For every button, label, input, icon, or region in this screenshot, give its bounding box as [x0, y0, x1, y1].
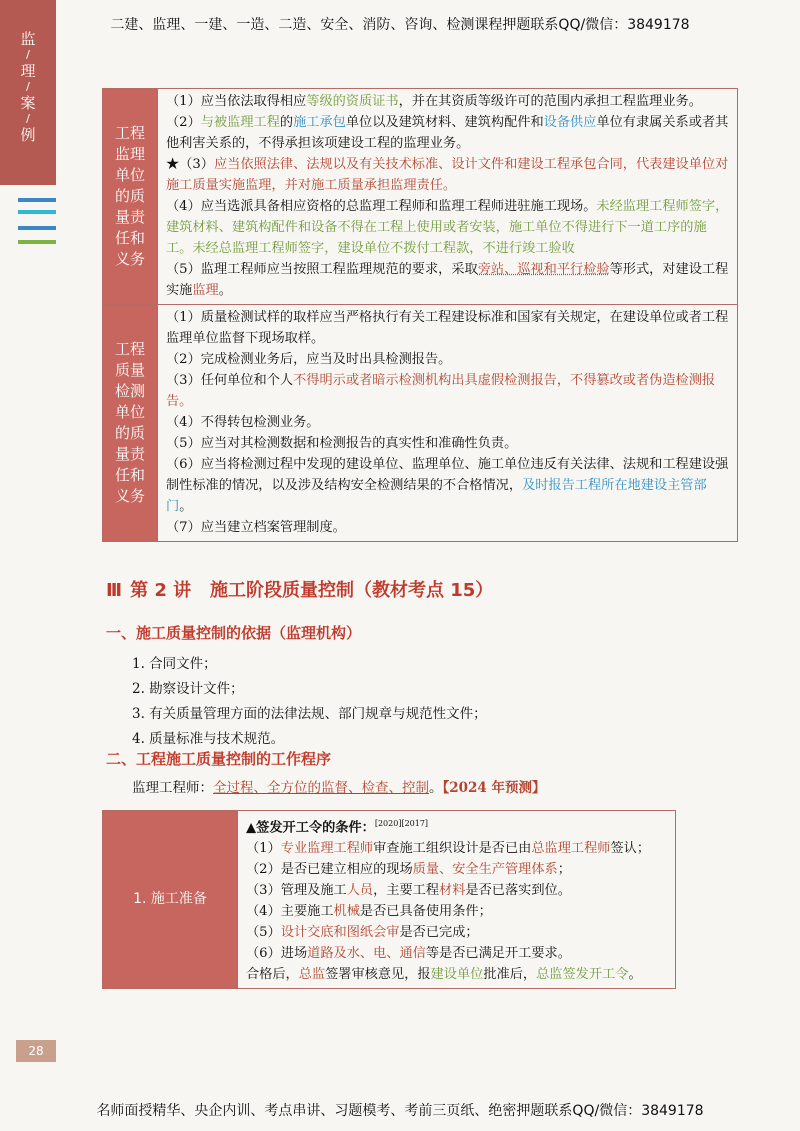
- subheading-procedure: 二、工程施工质量控制的工作程序: [106, 750, 332, 768]
- row-label-testing: [103, 305, 158, 542]
- side-tab-char: 监: [20, 30, 36, 48]
- side-tab-char: 理: [20, 62, 36, 80]
- list-item: 3. 有关质量管理方面的法律法规、部门规章与规范性文件；: [132, 706, 487, 722]
- subheading-basis: 一、施工质量控制的依据（监理机构）: [106, 624, 362, 642]
- label-line: 任和: [114, 229, 145, 247]
- side-tab: [0, 0, 56, 185]
- list-item: 合格后，总监签署审核意见，报建设单位批准后，总监签发开工令。: [246, 967, 642, 983]
- list-item: （2）是否已建立相应的现场质量、安全生产管理体系；: [246, 862, 571, 878]
- lecture-number: 第 2 讲: [130, 580, 192, 601]
- conditions-title: ▲签发开工令的条件：[2020][2017]: [246, 819, 429, 836]
- label-line: 工程: [114, 340, 145, 358]
- list-item: （7）应当建立档案管理制度。: [166, 520, 346, 535]
- section-heading: [106, 576, 493, 602]
- list-item: （5）监理工程师应当按照工程监理规范的要求，采取旁站、巡视和平行检验等形式，对建设工程实施监理。: [166, 262, 729, 298]
- table-row: [103, 811, 676, 989]
- list-item: （2）完成检测业务后，应当及时出具检测报告。: [166, 352, 452, 367]
- start-order-conditions: [238, 811, 676, 989]
- side-tab-char: 案: [20, 94, 36, 112]
- list-item: （1）专业监理工程师审查施工组织设计是否已由总监理工程师签认；: [246, 841, 651, 857]
- list-item: ★（3）应当依照法律、法规以及有关技术标准、设计文件和建设工程承包合同，代表建设单位对施工质量实施监理，并对施工质量承担监理责任。: [166, 157, 729, 193]
- row-label-supervision: [103, 89, 158, 305]
- list-item: （1）应当依法取得相应等级的资质证书，并在其资质等级许可的范围内承担工程监理业务。: [166, 94, 702, 109]
- label-line: 单位: [114, 403, 145, 421]
- engineer-line: 监理工程师：全过程、全方位的监督、检查、控制。【2024 年预测】: [132, 780, 546, 796]
- side-tab-char: 例: [20, 126, 36, 144]
- page-footer: 名师面授精华、央企内训、考点串讲、习题模考、考前三页纸、绝密押题联系QQ/微信：3849178: [96, 1103, 704, 1119]
- list-item: 2. 勘察设计文件；: [132, 681, 244, 697]
- list-item: （4）应当选派具备相应资格的总监理工程师和监理工程师进驻施工现场。未经监理工程师签字，建筑材料、建筑构配件和设备不得在工程上使用或者安装，施工单位不得进行下一道工序的施工。未经总监理工程师签字，建设单位不拨付工程款，不进行竣工验收: [166, 199, 729, 256]
- list-item: （1）质量检测试样的取样应当严格执行有关工程建设标准和国家有关规定，在建设单位或者工程监理单位监督下现场取样。: [166, 310, 729, 346]
- side-tab-sep: /: [26, 112, 30, 125]
- supervision-duties: [158, 89, 738, 305]
- side-tab-sep: /: [26, 80, 30, 93]
- label-line: 任和: [114, 466, 145, 484]
- label-line: 检测: [114, 382, 145, 400]
- construction-prep-table: [102, 810, 676, 989]
- list-item: （3）任何单位和个人不得明示或者暗示检测机构出具虚假检测报告，不得篡改或者伪造检测报告。: [166, 373, 716, 409]
- label-line: 量责: [114, 208, 145, 226]
- list-item: 4. 质量标准与技术规范。: [132, 731, 285, 747]
- list-item: （4）主要施工机械是否已具备使用条件；: [246, 904, 492, 920]
- testing-duties: [158, 305, 738, 542]
- label-line: 单位: [114, 166, 145, 184]
- decor-stripe: [18, 198, 56, 202]
- label-line: 的质: [114, 187, 145, 205]
- label-line: 工程: [114, 124, 145, 142]
- list-item: （5）设计交底和图纸会审是否已完成；: [246, 925, 479, 941]
- decor-stripe: [18, 240, 56, 244]
- label-line: 监理: [114, 145, 145, 163]
- list-item: （4）不得转包检测业务。: [166, 415, 320, 430]
- lecture-title: 施工阶段质量控制（教材考点 15）: [209, 580, 494, 601]
- list-item: （2）与被监理工程的施工承包单位以及建筑材料、建筑构配件和设备供应单位有隶属关系或者其他利害关系的，不得承担该项建设工程的监理业务。: [166, 115, 729, 151]
- decor-stripe: [18, 210, 56, 214]
- list-item: （6）应当将检测过程中发现的建设单位、监理单位、施工单位违反有关法律、法规和工程建设强制性标准的情况，以及涉及结构安全检测结果的不合格情况，及时报告工程所在地建设主管部门。: [166, 457, 729, 514]
- page-number: 28: [16, 1040, 56, 1062]
- list-item: （6）进场道路及水、电、通信等是否已满足开工要求。: [246, 946, 571, 962]
- side-tab-sep: /: [26, 48, 30, 61]
- label-line: 质量: [114, 361, 145, 379]
- row-label-prep: 1. 施工准备: [103, 811, 238, 989]
- list-item: （3）管理及施工人员，主要工程材料是否已落实到位。: [246, 883, 571, 899]
- decor-stripe: [18, 226, 56, 230]
- heading-bars-icon: III: [106, 580, 121, 601]
- responsibility-table: [102, 88, 738, 542]
- list-item: （5）应当对其检测数据和检测报告的真实性和准确性负责。: [166, 436, 518, 451]
- label-line: 的质: [114, 424, 145, 442]
- table-row: [103, 305, 738, 542]
- page-header: 二建、监理、一建、一造、二造、安全、消防、咨询、检测课程押题联系QQ/微信：3849178: [110, 17, 690, 33]
- table-row: [103, 89, 738, 305]
- label-line: 义务: [114, 487, 145, 505]
- label-line: 量责: [114, 445, 145, 463]
- list-item: 1. 合同文件；: [132, 656, 217, 672]
- label-line: 义务: [114, 250, 145, 268]
